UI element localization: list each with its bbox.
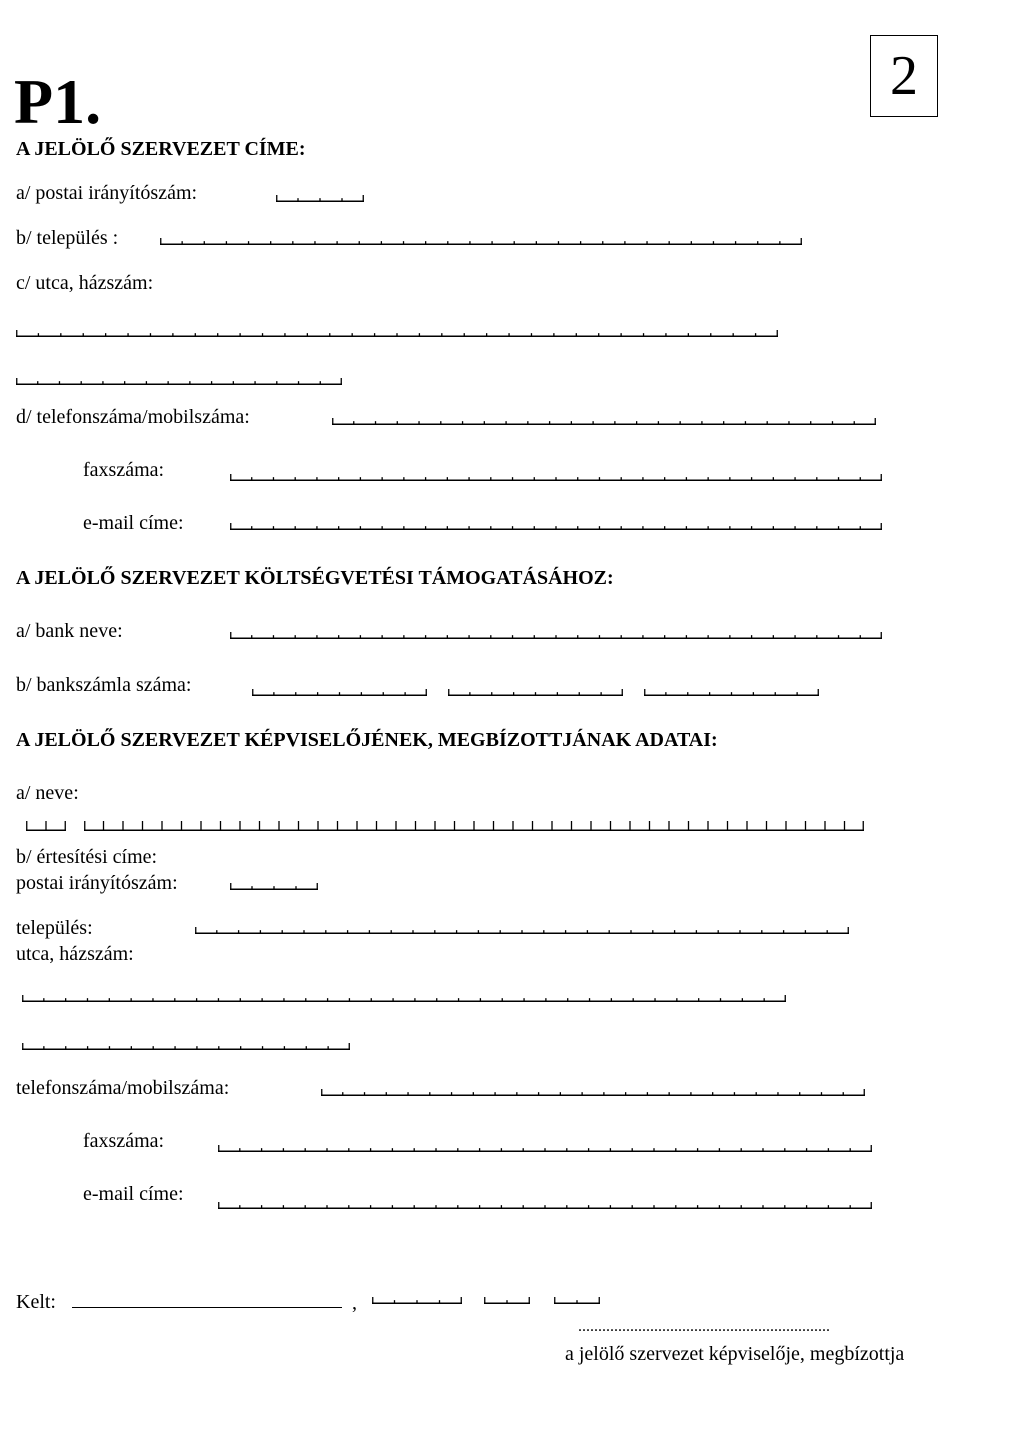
comb-field-graphic — [554, 1297, 600, 1304]
form-title: P1. — [14, 66, 102, 137]
date-day-field[interactable] — [554, 1297, 600, 1305]
s3-phone-field[interactable] — [321, 1089, 865, 1097]
s1-fax-field[interactable] — [230, 474, 882, 482]
s3-street-label: utca, házszám: — [16, 943, 134, 965]
s3-email-field[interactable] — [218, 1202, 872, 1210]
comb-field-graphic — [26, 821, 66, 831]
s3-settlement-label: település: — [16, 917, 93, 939]
comb-field-graphic — [16, 330, 778, 337]
s1-street-label: c/ utca, házszám: — [16, 272, 154, 294]
s1-postal-code-label: a/ postai irányítószám: — [16, 182, 198, 204]
s3-name-prefix-field[interactable] — [26, 821, 66, 829]
comb-field-graphic — [230, 523, 882, 530]
s3-postal-code-label: postai irányítószám: — [16, 872, 178, 894]
signature-line[interactable]: ............................................................... — [578, 1318, 830, 1335]
comb-field-graphic — [218, 1145, 872, 1152]
s2-bank-name-field[interactable] — [230, 632, 882, 640]
s1-settlement-label: b/ település : — [16, 227, 119, 249]
s3-address-label: b/ értesítési címe: — [16, 846, 158, 868]
comb-field-graphic — [372, 1297, 462, 1304]
s3-street-field-line2[interactable] — [22, 1043, 350, 1051]
date-label: Kelt: — [16, 1291, 56, 1313]
s2-account-field-part1[interactable] — [252, 689, 427, 697]
s3-email-label: e-mail címe: — [83, 1183, 184, 1205]
s2-account-label: b/ bankszámla száma: — [16, 674, 192, 696]
s3-fax-field[interactable] — [218, 1145, 872, 1153]
comb-field-graphic — [22, 1043, 350, 1050]
comb-field-graphic — [16, 378, 342, 385]
section1-heading: A JELÖLŐ SZERVEZET CÍME: — [16, 138, 306, 160]
section2-heading: A JELÖLŐ SZERVEZET KÖLTSÉGVETÉSI TÁMOGATÁSÁHOZ: — [16, 567, 614, 589]
page-number: 2 — [890, 45, 918, 107]
s2-account-field-part3[interactable] — [644, 689, 819, 697]
comb-field-graphic — [230, 474, 882, 481]
s1-email-label: e-mail címe: — [83, 512, 184, 534]
comb-field-graphic — [252, 689, 427, 696]
section3-heading: A JELÖLŐ SZERVEZET KÉPVISELŐJÉNEK, MEGBÍZOTTJÁNAK ADATAI: — [16, 729, 718, 751]
s3-street-field-line1[interactable] — [22, 995, 786, 1003]
comb-field-graphic — [448, 689, 623, 696]
comb-field-graphic — [218, 1202, 872, 1209]
s3-postal-code-field[interactable] — [230, 883, 318, 891]
s3-phone-label: telefonszáma/mobilszáma: — [16, 1077, 230, 1099]
s3-name-field[interactable] — [84, 821, 864, 829]
s1-email-field[interactable] — [230, 523, 882, 531]
s1-street-field-line2[interactable] — [16, 378, 342, 386]
comb-field-graphic — [84, 821, 864, 831]
s3-name-label: a/ neve: — [16, 782, 79, 804]
s1-postal-code-field[interactable] — [276, 195, 364, 203]
comb-field-graphic — [230, 883, 318, 890]
date-comma: , — [352, 1292, 357, 1314]
signature-caption: a jelölő szervezet képviselője, megbízottja — [565, 1343, 905, 1365]
s1-street-field-line1[interactable] — [16, 330, 778, 338]
comb-field-graphic — [276, 195, 364, 202]
place-field[interactable] — [72, 1289, 342, 1308]
date-month-field[interactable] — [484, 1297, 530, 1305]
comb-field-graphic — [644, 689, 819, 696]
comb-field-graphic — [484, 1297, 530, 1304]
s1-fax-label: faxszáma: — [83, 459, 165, 481]
comb-field-graphic — [321, 1089, 865, 1096]
s1-settlement-field[interactable] — [160, 238, 802, 246]
s2-bank-name-label: a/ bank neve: — [16, 620, 123, 642]
s3-fax-label: faxszáma: — [83, 1130, 165, 1152]
s1-phone-label: d/ telefonszáma/mobilszáma: — [16, 406, 250, 428]
comb-field-graphic — [195, 927, 849, 934]
s1-phone-field[interactable] — [332, 418, 876, 426]
comb-field-graphic — [332, 418, 876, 425]
page-number-box — [870, 35, 938, 117]
comb-field-graphic — [230, 632, 882, 639]
date-year-field[interactable] — [372, 1297, 462, 1305]
s2-account-field-part2[interactable] — [448, 689, 623, 697]
comb-field-graphic — [22, 995, 786, 1002]
s3-settlement-field[interactable] — [195, 927, 849, 935]
comb-field-graphic — [160, 238, 802, 245]
